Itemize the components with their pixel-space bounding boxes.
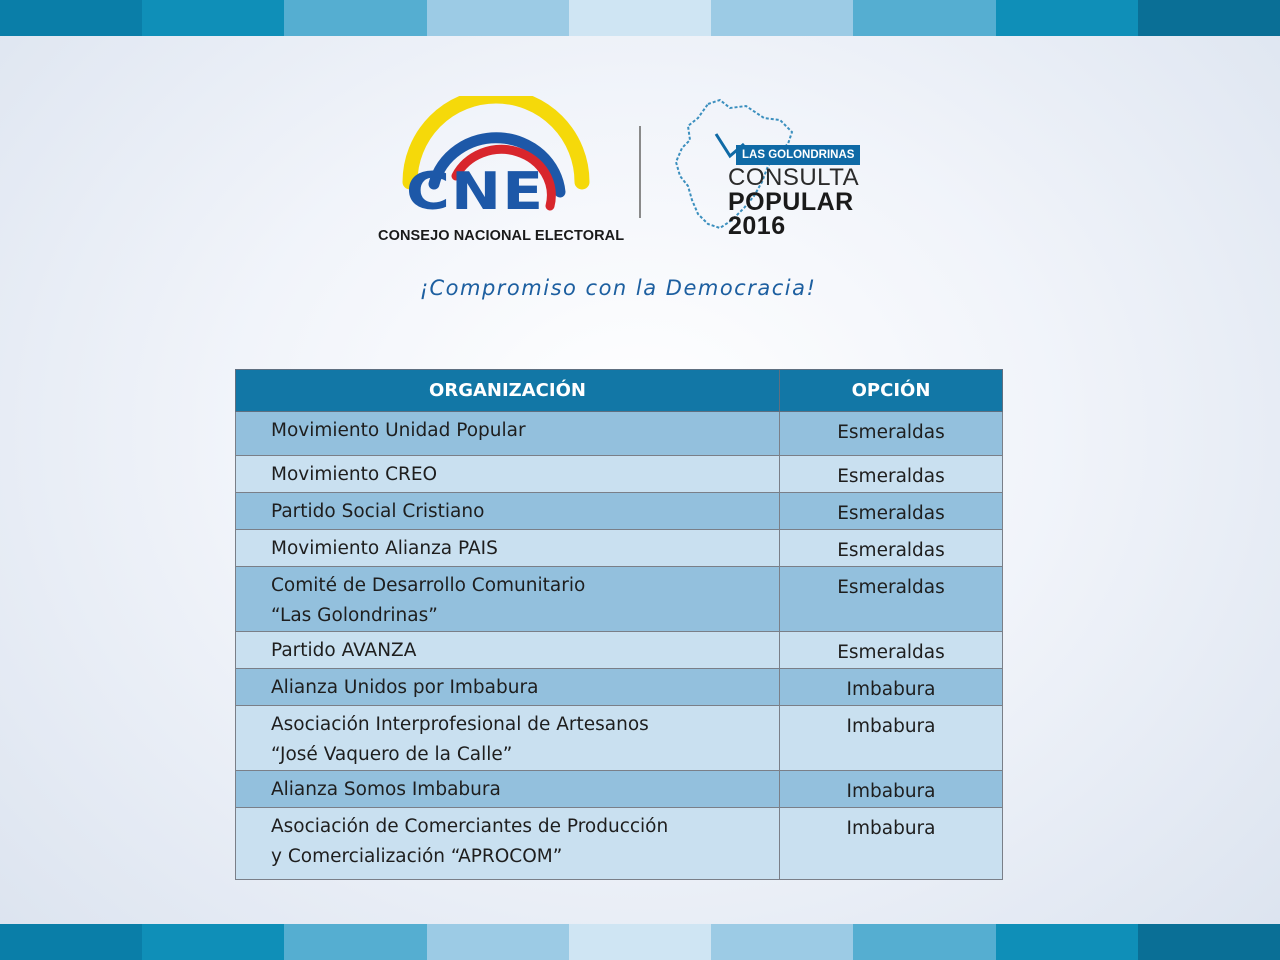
organization-cell <box>236 706 780 771</box>
option-cell: Esmeraldas <box>780 493 1003 530</box>
organization-cell <box>236 632 780 669</box>
organization-cell <box>236 808 780 880</box>
organization-name: Partido Social Cristiano <box>271 501 485 522</box>
consulta-popular-logo <box>668 96 868 246</box>
stripe-segment <box>996 0 1138 36</box>
stripe-segment <box>284 0 426 36</box>
las-golondrinas-badge: LAS GOLONDRINAS <box>736 145 860 165</box>
organization-name: Movimiento Unidad Popular <box>271 420 526 441</box>
organization-line: Asociación de Comerciantes de Producción <box>271 816 669 837</box>
option-cell: Esmeraldas <box>780 530 1003 567</box>
stripe-segment <box>569 924 711 960</box>
organization-cell <box>236 493 780 530</box>
stripe-segment <box>0 924 142 960</box>
table-body <box>236 412 1003 880</box>
logo-area <box>0 96 1280 256</box>
organization-line: Comité de Desarrollo Comunitario <box>271 575 586 596</box>
slogan: ¡Compromiso con la Democracia! <box>419 276 817 300</box>
table-header-row <box>236 370 1003 412</box>
organization-line: y Comercialización “APROCOM” <box>271 846 563 867</box>
cne-letters: CNE <box>406 162 545 222</box>
option-cell: Imbabura <box>780 808 1003 880</box>
option-cell: Esmeraldas <box>780 412 1003 456</box>
table-row <box>236 493 1003 530</box>
stripe-segment <box>853 0 995 36</box>
top-color-stripe <box>0 0 1280 36</box>
table-row <box>236 412 1003 456</box>
table-row <box>236 567 1003 632</box>
organization-name: Alianza Somos Imbabura <box>271 779 501 800</box>
organizations-table <box>235 369 1003 880</box>
table-row <box>236 632 1003 669</box>
option-cell: Imbabura <box>780 669 1003 706</box>
organization-cell <box>236 530 780 567</box>
organization-cell <box>236 567 780 632</box>
stripe-segment <box>711 0 853 36</box>
bottom-color-stripe <box>0 924 1280 960</box>
table-row <box>236 530 1003 567</box>
organization-cell <box>236 669 780 706</box>
cne-subtitle: CONSEJO NACIONAL ELECTORAL <box>378 228 625 244</box>
stripe-segment <box>142 924 284 960</box>
stripe-segment <box>711 924 853 960</box>
option-cell: Esmeraldas <box>780 456 1003 493</box>
table-row <box>236 456 1003 493</box>
stripe-segment <box>427 0 569 36</box>
option-cell: Imbabura <box>780 771 1003 808</box>
stripe-segment <box>1138 0 1280 36</box>
organization-cell <box>236 456 780 493</box>
stripe-segment <box>284 924 426 960</box>
organization-line: “Las Golondrinas” <box>271 605 438 626</box>
consulta-text: CONSULTA <box>728 164 860 191</box>
organization-cell <box>236 771 780 808</box>
stripe-segment <box>142 0 284 36</box>
organization-line: Asociación Interprofesional de Artesanos <box>271 714 649 735</box>
organization-name: Partido AVANZA <box>271 640 417 661</box>
table-row <box>236 771 1003 808</box>
stripe-segment <box>427 924 569 960</box>
table-row <box>236 706 1003 771</box>
year-text: 2016 <box>728 212 786 240</box>
stripe-segment <box>853 924 995 960</box>
logo-divider <box>639 126 641 218</box>
stripe-segment <box>1138 924 1280 960</box>
organization-name: Alianza Unidos por Imbabura <box>271 677 539 698</box>
organization-name: Movimiento CREO <box>271 464 438 485</box>
header-opcion: OPCIÓN <box>780 370 1003 412</box>
option-cell: Esmeraldas <box>780 632 1003 669</box>
stripe-segment <box>0 0 142 36</box>
stripe-segment <box>569 0 711 36</box>
organization-cell <box>236 412 780 456</box>
table-row <box>236 808 1003 880</box>
organization-name: Movimiento Alianza PAIS <box>271 538 498 559</box>
popular-text: POPULAR <box>728 188 854 216</box>
organization-line: “José Vaquero de la Calle” <box>271 744 513 765</box>
cne-logo <box>370 96 625 256</box>
option-cell: Imbabura <box>780 706 1003 771</box>
header-organizacion: ORGANIZACIÓN <box>236 370 780 412</box>
table-row <box>236 669 1003 706</box>
option-cell: Esmeraldas <box>780 567 1003 632</box>
stripe-segment <box>996 924 1138 960</box>
